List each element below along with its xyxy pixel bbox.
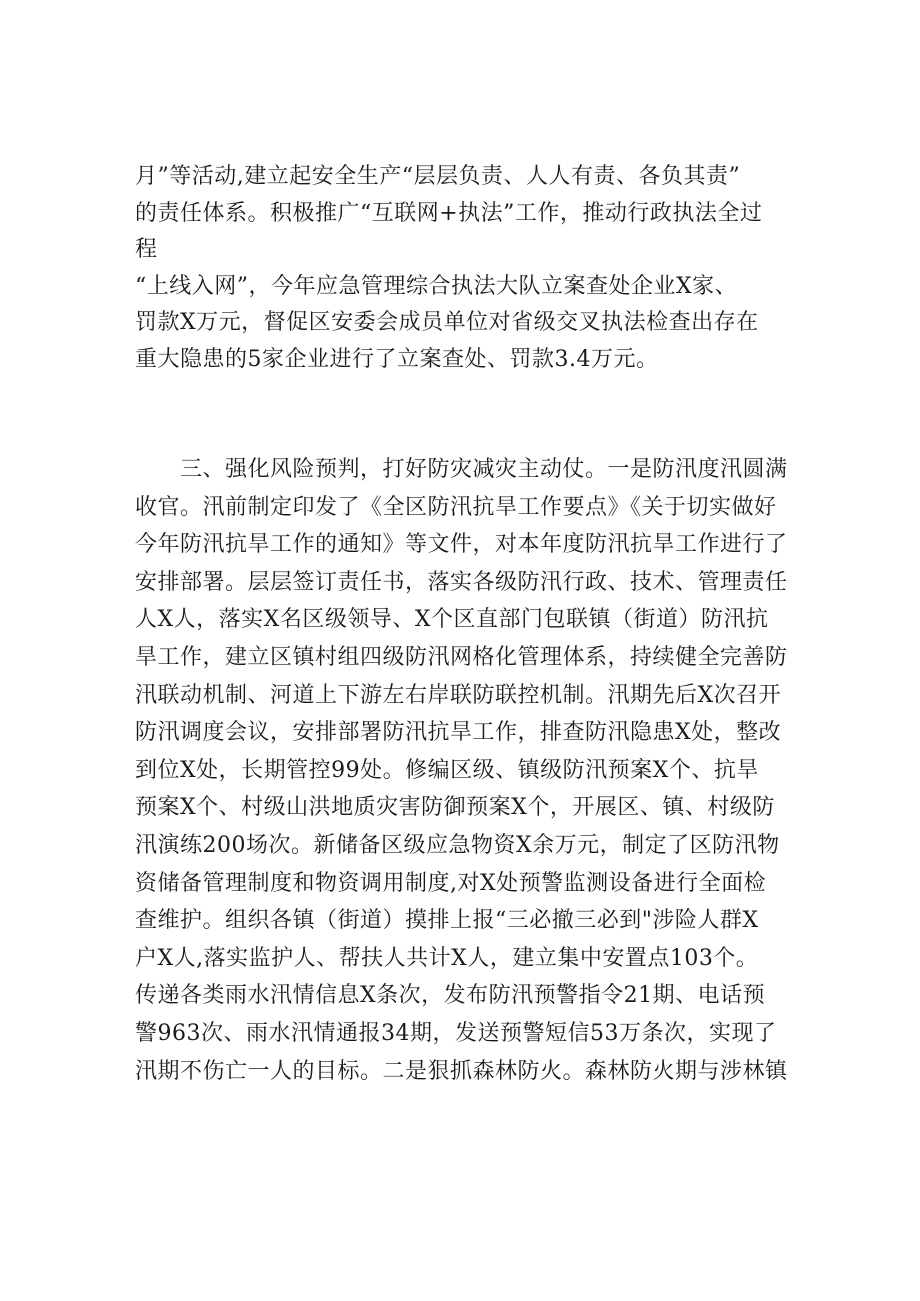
text-line: 今年防汛抗旱工作的通知》等文件，对本年度防汛抗旱工作进行了 — [135, 532, 788, 558]
paragraph-flood-control — [135, 451, 795, 1090]
paragraph-enforcement — [135, 159, 795, 378]
text-line: 收官。汛前制定印发了《全区防汛抗旱工作要点》《关于切实做好 — [135, 494, 777, 520]
text-line: 的责任体系。积极推广“互联网+执法”工作，推动行政执法全过 — [135, 200, 763, 226]
text-line: 预案X个、村级山洪地质灾害防御预案X个，开展区、镇、村级防 — [135, 795, 775, 821]
text-line: 防汛调度会议，安排部署防汛抗旱工作，排查防汛隐患X处，整改 — [135, 720, 782, 746]
text-line: 旱工作，建立区镇村组四级防汛网格化管理体系，持续健全完善防 — [135, 644, 788, 670]
text-line: 户X人,落实监护人、帮扶人共计X人，建立集中安置点103个。 — [135, 945, 759, 971]
text-line: 人X人，落实X名区级领导、X个区直部门包联镇（街道）防汛抗 — [135, 607, 769, 633]
text-line: 汛演练200场次。新储备区级应急物资X余万元，制定了区防汛物 — [135, 832, 780, 858]
text-line: 到位X处，长期管控99处。修编区级、镇级防汛预案X个、抗旱 — [135, 757, 759, 783]
text-line: 汛期不伤亡一人的目标。二是狠抓森林防火。森林防火期与涉林镇 — [135, 1058, 788, 1084]
text-line: 安排部署。层层签订责任书，落实各级防汛行政、技术、管理责任 — [135, 569, 788, 595]
text-line: “上线入网”，今年应急管理综合执法大队立案查处企业X家、 — [135, 273, 738, 299]
text-line: 警963次、雨水汛情通报34期，发送预警短信53万条次，实现了 — [135, 1020, 777, 1046]
text-line: 三、强化风险预判，打好防灾减灾主动仗。一是防汛度汛圆满 — [135, 457, 788, 482]
text-line: 重大隐患的5家企业进行了立案查处、罚款3.4万元。 — [135, 346, 659, 372]
text-line: 程 — [135, 237, 158, 262]
text-line: 资储备管理制度和物资调用制度,对X处预警监测设备进行全面检 — [135, 870, 767, 896]
text-line: 罚款X万元，督促区安委会成员单位对省级交叉执法检查出存在 — [135, 310, 759, 335]
text-line: 查维护。组织各镇（街道）摸排上报“三必撤三必到"涉险人群X — [135, 908, 759, 934]
text-line: 月”等活动,建立起安全生产“层层负责、人人有责、各负其责” — [135, 164, 741, 189]
text-line: 传递各类雨水汛情信息X条次，发布防汛预警指令21期、电话预 — [135, 983, 766, 1009]
text-line: 汛联动机制、河道上下游左右岸联防联控机制。汛期先后X次召开 — [135, 682, 782, 708]
